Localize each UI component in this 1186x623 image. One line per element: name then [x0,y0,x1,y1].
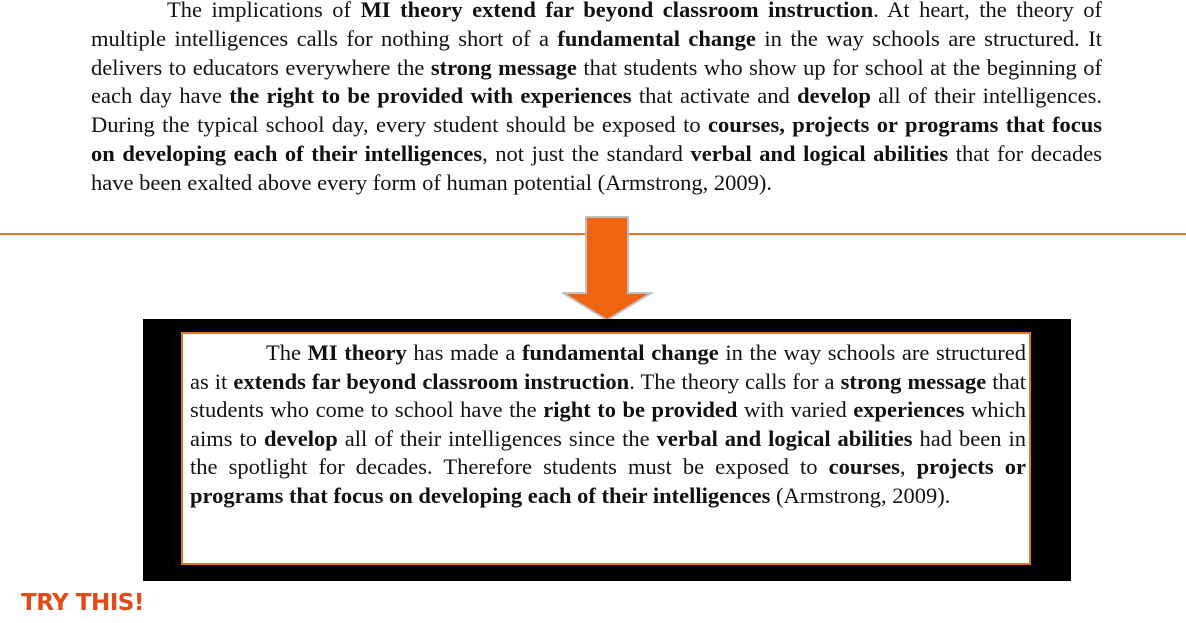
text-run: , [899,454,917,480]
text-run: in the way schools are structured as it [190,340,1026,394]
bold-phrase: projects or programs that focus on developing each of their intelligences [190,454,1026,508]
text-run: all of their intelligences since the [337,425,657,451]
text-run: has made a [406,340,523,365]
bold-phrase: verbal and logical abilities [656,425,913,451]
down-arrow-shape [563,217,651,320]
text-run: (Armstrong, 2009). [770,482,951,508]
text-run: all of their intelligences. During the typical school day, every student should be exposed to [91,83,1102,138]
bold-phrase: verbal and logical abilities [690,140,949,166]
text-run: The [266,340,308,365]
bold-phrase: right to be provided [543,397,738,423]
paraphrase-paragraph [190,339,1026,511]
text-run: that students who come to school have the [190,368,1027,423]
text-run: in the way schools are structured. It delivers to educators everywhere the [91,25,1102,80]
down-arrow-icon [562,216,654,322]
bold-phrase: experiences [853,397,965,423]
text-run: , not just the standard [482,140,691,166]
bold-phrase: fundamental change [557,25,756,51]
bold-phrase: fundamental change [522,340,719,365]
text-run: with varied [737,397,854,423]
bold-phrase: courses, projects or programs that focus on developing each of their intelligences [91,112,1102,166]
bold-phrase: the right to be provided with experiences [229,83,632,109]
bold-phrase: develop [263,425,338,451]
text-run: which aims to [190,397,1027,451]
bold-phrase: extends far beyond classroom instruction [233,368,630,394]
bold-phrase: MI theory extend far beyond classroom instruction [360,0,874,22]
text-run: . At heart, the theory of multiple intelligences calls for nothing short of a [91,0,1102,51]
bold-phrase: MI theory [307,340,407,365]
text-run: The implications of [167,0,361,22]
bold-phrase: strong message [840,368,987,394]
bold-phrase: courses [828,454,900,480]
text-run: that activate and [631,83,798,109]
paraphrase-box [181,332,1031,565]
bold-phrase: develop [797,83,871,109]
text-run: . The theory calls for a [629,368,841,394]
original-paragraph [91,0,1102,198]
text-run: had been in the spotlight for decades. Therefore students must be exposed to [190,425,1026,480]
bold-phrase: strong message [430,54,577,80]
try-this-label: TRY THIS! [21,590,144,616]
text-run: that for decades have been exalted above every form of human potential (Armstrong, 2009). [91,140,1102,195]
text-run: that students who show up for school at the beginning of each day have [91,54,1103,109]
